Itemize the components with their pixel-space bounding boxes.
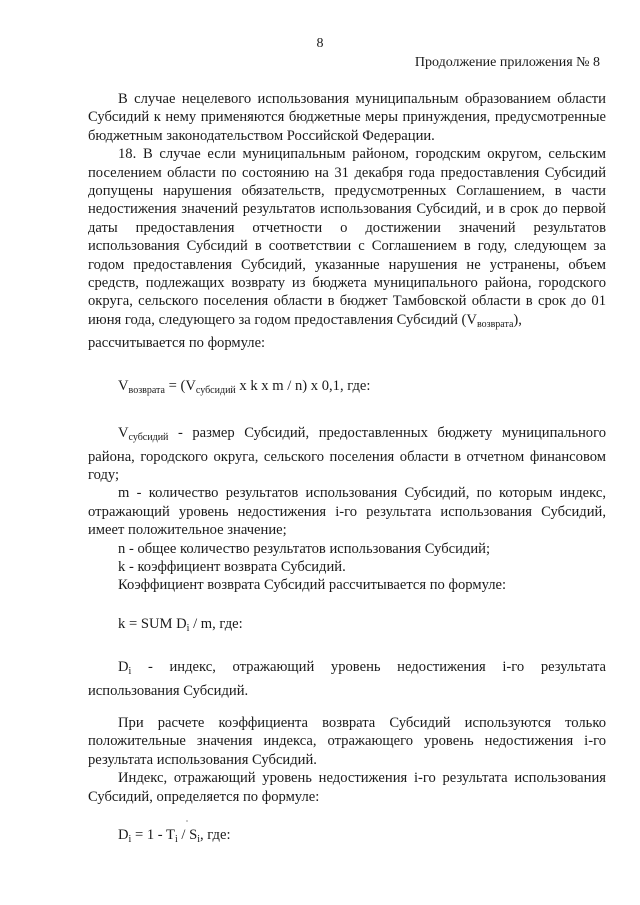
formula-eq: = (V <box>164 377 196 394</box>
document-body <box>88 90 606 849</box>
formula-v-symbol: V <box>118 377 129 394</box>
def-di-symbol: D <box>118 659 129 676</box>
definition-k: k - коэффициент возврата Субсидий. <box>118 558 346 575</box>
formula-di-slash: / S <box>177 827 198 843</box>
subscript-vozvrata: возврата <box>476 318 514 330</box>
paragraph-18-text: 18. В случае если муниципальным районом, городским округом, сельским поселением области по состоянию на 31 декабря года предоставления Субсидий допущены нарушения обязательств, предусмотренных Соглашением, в части недостижения значений результатов использования Субсидий, и в срок до первой даты предоставления отчетности о достижении значений результатов использования Субсидий в соответствии с Соглашением в году, следующем за годом предоставления Субсидий, указанные нарушения не устранены, объем средств, подлежащих возврату из бюджета муниципального района, городского округа, сельского поселения области в бюджет Тамбовской области в срок до 01 июня года, следующего за годом предоставления Субсидий (V <box>88 146 606 328</box>
definition-v-subsidy <box>88 424 606 484</box>
formula-v-subscript: возврата <box>128 384 165 396</box>
paragraph-index: Индекс, отражающий уровень недостижения i-го результата использования Субсидий, определяется по формуле: <box>88 770 606 805</box>
k-formula-intro: Коэффициент возврата Субсидий рассчитывается по формуле: <box>118 577 507 594</box>
formula-k-pre: k = SUM D <box>118 615 187 632</box>
definition-di <box>88 658 606 700</box>
paragraph-18 <box>88 145 606 334</box>
formula-di-d: D <box>118 827 129 843</box>
def-v-symbol: V <box>118 425 129 442</box>
paragraph-misuse: В случае нецелевого использования муниципальным образованием области Субсидий к нему применяются бюджетные меры принуждения, предусмотренные бюджетным законодательством Российской Федерации. <box>88 91 606 144</box>
definition-m: m - количество результатов использования Субсидий, по которым индекс, отражающий уровень недостижения i-го результата использования Субсидий, имеет положительное значение; <box>88 485 606 539</box>
formula-di-d-sub: i <box>128 834 132 845</box>
formula-rest: x k x m / n) x 0,1, где: <box>235 377 371 394</box>
scan-speck <box>186 820 188 822</box>
formula-subsidy-subscript: субсидий <box>195 384 236 396</box>
def-v-text: - размер Субсидий, предоставленных бюджету муниципального района, городского округа, сельского поселения области в отчетном финансовом году; <box>88 425 606 483</box>
paragraph-18-end: ), <box>513 311 522 328</box>
formula-di-s-sub: i <box>197 834 200 845</box>
page-number: 8 <box>316 36 324 51</box>
appendix-continuation-note: Продолжение приложения № 8 <box>414 55 600 70</box>
paragraph-calc: При расчете коэффициента возврата Субсидий используются только положительные значения индекса, отражающего уровень недостижения i-го результата использования Субсидий. <box>88 714 606 768</box>
formula-k <box>88 615 606 638</box>
def-v-subscript: субсидий <box>128 432 169 444</box>
def-di-subscript: i <box>128 666 132 678</box>
formula-di-end: , где: <box>200 827 231 843</box>
formula-k-post: / m, где: <box>189 615 243 632</box>
formula-v-vozvrata <box>88 377 606 400</box>
formula-di-mid: = 1 - T <box>131 827 175 843</box>
formula-di-t-sub: i <box>174 834 178 845</box>
paragraph-18-tail: рассчитывается по формуле: <box>88 335 266 352</box>
definition-n: n - общее количество результатов использования Субсидий; <box>118 540 491 557</box>
formula-k-sub: i <box>186 622 190 634</box>
formula-di <box>88 826 606 849</box>
def-di-text: - индекс, отражающий уровень недостижения i-го результата использования Субсидий. <box>88 659 606 699</box>
